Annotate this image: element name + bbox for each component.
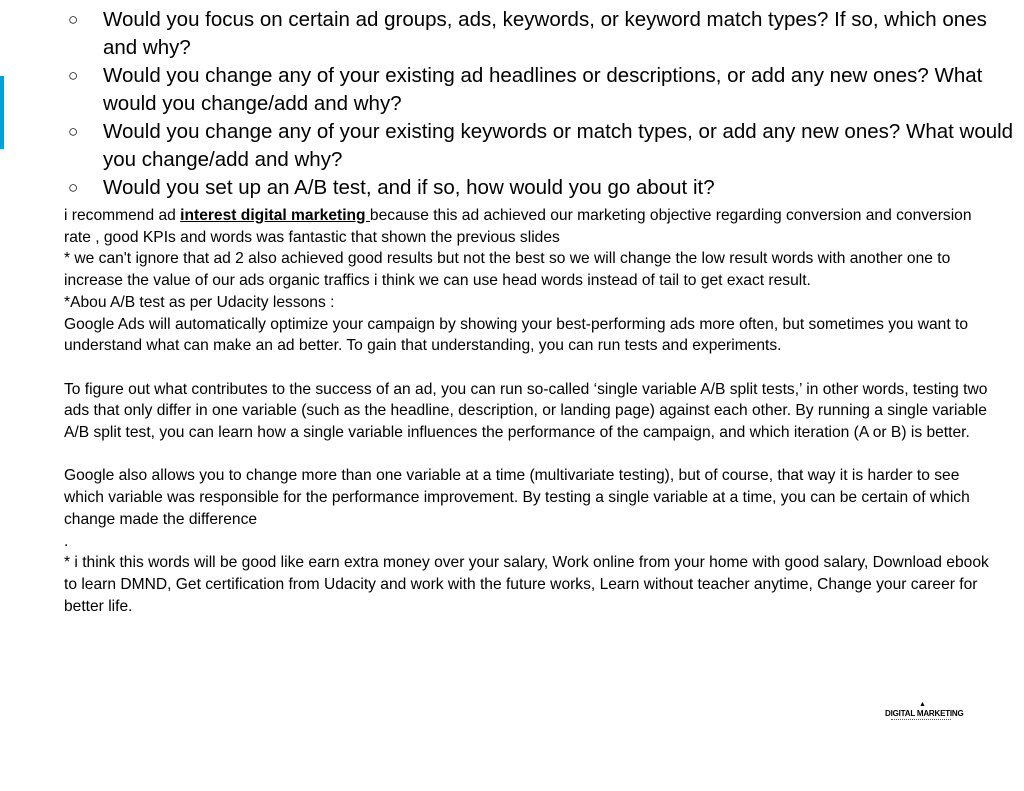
answer-paragraph-dot: . xyxy=(64,532,69,550)
answer-text: because this ad achieved our marketing objective regarding conversion and conversion rate , good KPIs and words was fantastic that shown the previous slides xyxy=(64,207,972,246)
question-text: Would you change any of your existing keywords or match types, or add any new ones? What would you change/add and why? xyxy=(103,120,1014,171)
answer-text: i recommend ad xyxy=(64,207,181,224)
answer-paragraph-google-ads: Google Ads will automatically optimize your campaign by showing your best-performing ads more often, but sometimes you want to understand what can make an ad better. To gain that understanding, you can run tests and experiments. xyxy=(64,315,969,355)
question-item xyxy=(0,6,1024,62)
circle-bullet-icon: ○ xyxy=(68,10,79,29)
ad-name-highlight: interest digital marketing xyxy=(180,207,370,224)
answer-text-box[interactable] xyxy=(64,205,994,617)
speaker-icon: ▲ xyxy=(919,701,926,708)
answer-paragraph-split-test: To figure out what contributes to the success of an ad, you can run so-called ‘single variable A/B split tests,’ in other words, testing two ads that only differ in one variable (such as the headline, description, or landing page) against each other. By running a single variable A/B split test, you can learn how a single variable influences the performance of the campaign, and which iteration (A or B) is better. xyxy=(64,380,988,442)
question-item xyxy=(0,62,1024,118)
question-text: Would you focus on certain ad groups, ads, keywords, or keyword match types? If so, which ones and why? xyxy=(103,8,987,59)
answer-paragraph-ab-heading: *Abou A/B test as per Udacity lessons : xyxy=(64,293,335,311)
logo-text: DIGITAL MARKETING xyxy=(885,709,964,718)
answer-paragraph-multivariate: Google also allows you to change more than one variable at a time (multivariate testing), but of course, that way it is harder to see which variable was responsible for the performance improvement. By testing a single variable at a time, you can be certain of which change made the difference xyxy=(64,467,970,528)
digital-marketing-logo xyxy=(885,701,964,727)
answer-paragraph-ad2: * we can't ignore that ad 2 also achieved good results but not the best so we will change the low result words with another one to increase the value of our ads organic traffics i think we can use head words instead of tail to get exact result. xyxy=(64,250,951,290)
question-list xyxy=(0,6,1024,202)
question-item xyxy=(0,174,1024,202)
question-text: Would you set up an A/B test, and if so, how would you go about it? xyxy=(103,176,715,199)
circle-bullet-icon: ○ xyxy=(68,66,79,85)
question-text: Would you change any of your existing ad headlines or descriptions, or add any new ones? What would you change/add and why? xyxy=(103,64,983,115)
question-item xyxy=(0,118,1024,174)
circle-bullet-icon: ○ xyxy=(68,122,79,141)
blank-line xyxy=(64,357,994,379)
blank-line xyxy=(64,444,994,466)
answer-paragraph-recommendation xyxy=(64,205,994,248)
answer-paragraph-keywords: * i think this words will be good like earn extra money over your salary, Work online from your home with good salary, Download ebook to learn DMND, Get certification from Udacity and work with the future works, Learn without teacher anytime, Change your career for better life. xyxy=(64,554,989,615)
circle-bullet-icon: ○ xyxy=(68,178,79,197)
logo-divider xyxy=(891,719,951,722)
